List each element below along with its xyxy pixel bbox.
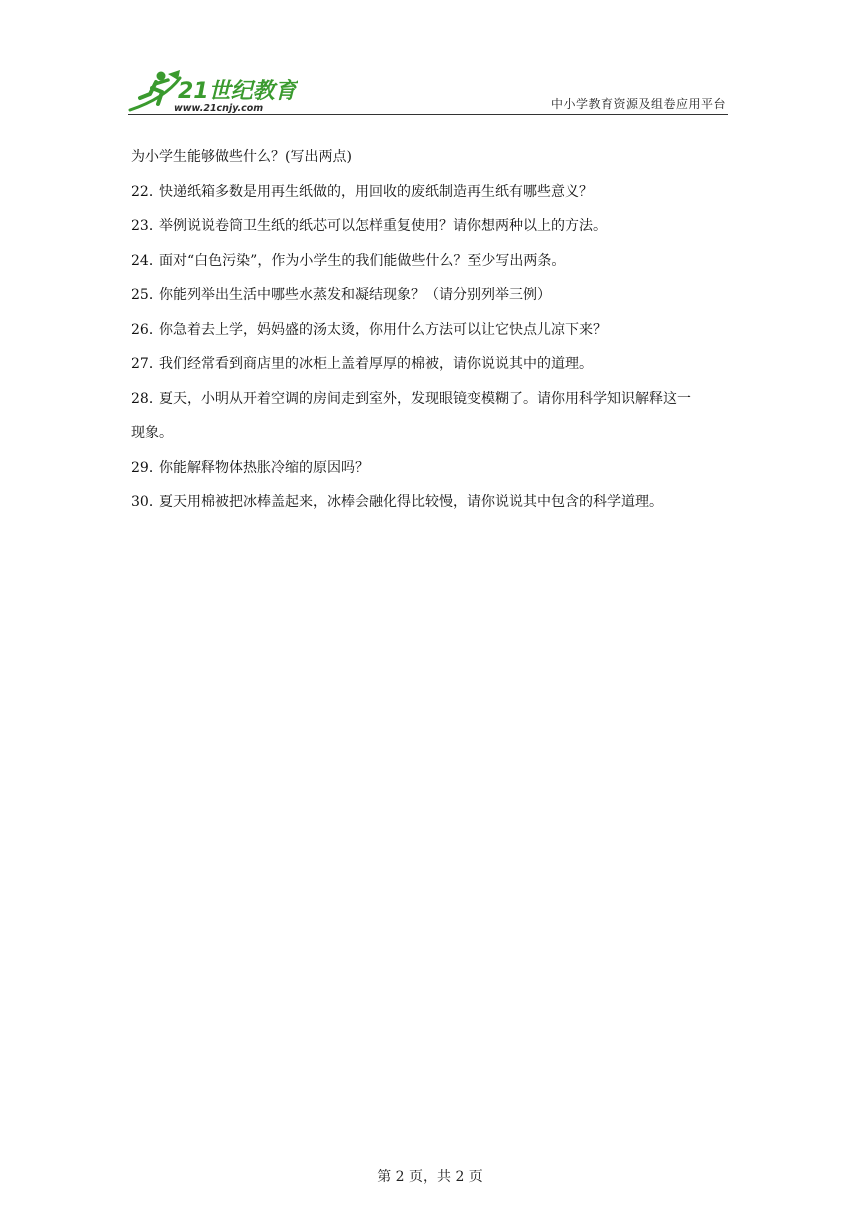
question-text: 我们经常看到商店里的冰柜上盖着厚厚的棉被，请你说说其中的道理。 (159, 356, 593, 372)
logo-21cnjy (128, 64, 298, 116)
question-text: 你急着去上学，妈妈盛的汤太烫，你用什么方法可以让它快点儿凉下来？ (159, 321, 607, 338)
question-item (131, 382, 731, 417)
question-text: 夏天用棉被把冰棒盖起来，冰棒会融化得比较慢，请你说说其中包含的科学道理。 (159, 494, 663, 510)
question-text: 举例说说卷筒卫生纸的纸芯可以怎样重复使用？请你想两种以上的方法。 (159, 218, 607, 234)
question-number: 25． (131, 287, 163, 303)
question-item-continuation (131, 416, 731, 451)
question-text: 夏天，小明从开着空调的房间走到室外，发现眼镜变模糊了。请你用科学知识解释这一 (159, 390, 691, 407)
question-item (131, 451, 731, 486)
question-text: 快递纸箱多数是用再生纸做的，用回收的废纸制造再生纸有哪些意义？ (159, 183, 593, 200)
question-item (131, 209, 731, 244)
page-header (128, 64, 728, 116)
logo-text: 21世纪教育 (178, 79, 297, 104)
question-item (131, 347, 731, 382)
question-number: 27． (131, 356, 163, 372)
question-number: 23． (131, 218, 163, 234)
question-item (131, 175, 731, 210)
question-item (131, 278, 731, 313)
question-number: 29． (131, 459, 163, 476)
question-item (131, 313, 731, 348)
question-text: 面对“白色污染”，作为小学生的我们能做些什么？至少写出两条。 (159, 252, 566, 269)
header-divider (128, 114, 728, 115)
question-item (131, 485, 731, 520)
question-number: 26． (131, 321, 163, 338)
page-number: 第 2 页，共 2 页 (377, 1169, 483, 1185)
question-text: 你能列举出生活中哪些水蒸发和凝结现象？（请分别列举三例） (159, 287, 551, 303)
logo-url-text: www.21cnjy.com (174, 103, 264, 114)
question-text: 你能解释物体热胀冷缩的原因吗？ (159, 459, 369, 476)
question-number: 24． (131, 252, 163, 269)
intro-line: 为小学生能够做些什么？(写出两点) (131, 149, 352, 165)
question-text: 现象。 (131, 425, 173, 441)
question-list (131, 140, 731, 520)
question-number: 30． (131, 494, 163, 510)
question-number: 28． (131, 390, 163, 407)
site-title: 中小学教育资源及组卷应用平台 (550, 97, 726, 111)
question-item (131, 244, 731, 279)
question-number: 22． (131, 183, 163, 200)
